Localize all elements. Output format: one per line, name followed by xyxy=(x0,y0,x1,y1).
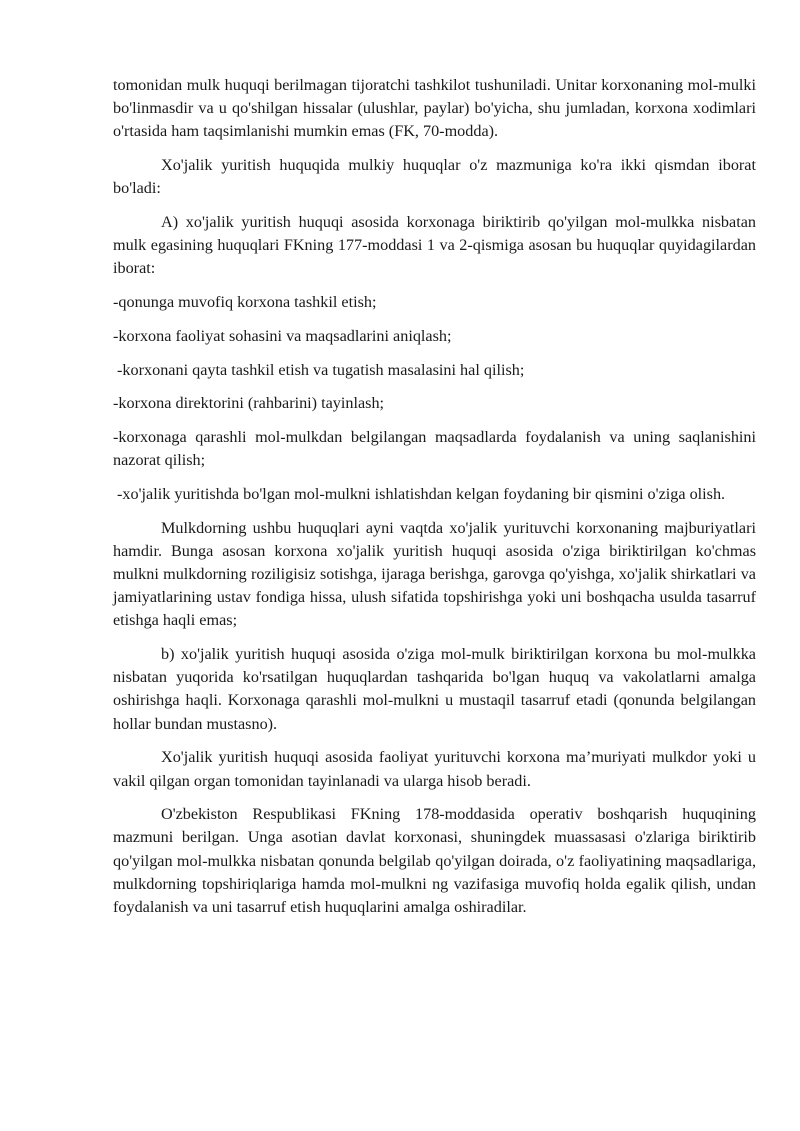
paragraph-owner-rights: A) xo'jalik yuritish huquqi asosida korxonaga biriktirib qo'yilgan mol-mulkka nisbatan mulk egasining huquqlari FKning 177-moddasi 1 va 2-qismiga asosan bu huquqlar quyidagilardan iborat: xyxy=(113,213,756,278)
list-item: -korxona direktorini (rahbarini) tayinlash; xyxy=(113,394,385,413)
list-item: -korxonani qayta tashkil etish va tugatish masalasini hal qilish; xyxy=(113,360,525,379)
paragraph-administration: Xo'jalik yuritish huquqi asosida faoliyat yurituvchi korxona ma’muriyati mulkdor yoki u vakil qilgan organ tomonidan tayinlanadi va ularga hisob beradi. xyxy=(113,748,756,790)
list-item: -korxonaga qarashli mol-mulkdan belgilangan maqsadlarda foydalanish va uning saqlanishini nazorat qilish; xyxy=(113,427,756,470)
paragraph-enterprise-powers: b) xo'jalik yuritish huquqi asosida o'ziga mol-mulk biriktirilgan korxona bu mol-mulkka nisbatan yuqorida ko'rsatilgan huquqlardan tashqarida bo'lgan huquq va vakolatlarni amalga oshirishga haqli. Korxonaga qarashli mol-mulkni u mustaqil tasarruf etadi (qonunda belgilangan hollar bundan mustasno). xyxy=(113,645,756,733)
document-page xyxy=(113,74,756,930)
list-item: -korxona faoliyat sohasini va maqsadlarini aniqlash; xyxy=(113,326,452,345)
list-item: -xo'jalik yuritishda bo'lgan mol-mulkni ishlatishdan kelgan foydaning bir qismini o'ziga olish. xyxy=(113,484,726,503)
paragraph-intro: tomonidan mulk huquqi berilmagan tijoratchi tashkilot tushuniladi. Unitar korxonaning mol-mulki bo'linmasdir va u qo'shilgan hissalar (ulushlar, paylar) bo'yicha, shu jumladan, korxona xodimlari o'rtasida ham taqsimlanishi mumkin emas (FK, 70-modda). xyxy=(113,76,756,141)
list-item: -qonunga muvofiq korxona tashkil etish; xyxy=(113,293,377,312)
paragraph-operative-management: O'zbekiston Respublikasi FKning 178-moddasida operativ boshqarish huquqining mazmuni berilgan. Unga asotian davlat korxonasi, shuningdek muassasasi o'zlariga biriktirib qo'yilgan mol-mulkka nisbatan qonunda belgilab qo'yilgan doirada, o'z faoliyatining maqsadlariga, mulkdorning topshiriqlariga hamda mol-mulkni ng vazifasiga muvofiq holda egalik qilish, undan foydalanish va uni tasarruf etish huquqlarini amalga oshiradilar. xyxy=(113,805,756,917)
paragraph-owner-obligations: Mulkdorning ushbu huquqlari ayni vaqtda xo'jalik yurituvchi korxonaning majburiyatlari hamdir. Bunga asosan korxona xo'jalik yuritish huquqi asosida o'ziga biriktirilgan ko'chmas mulkni mulkdorning roziligisiz sotishga, ijaraga berishga, garovga qo'yishga, xo'jalik shirkatlari va jamiyatlarining ustav fondiga hissa, ulush sifatida topshirishga yoki uni boshqacha usulda tasarruf etishga haqli emas; xyxy=(113,518,756,630)
paragraph-property-rights: Xo'jalik yuritish huquqida mulkiy huquqlar o'z mazmuniga ko'ra ikki qismdan iborat bo'ladi: xyxy=(113,156,756,198)
